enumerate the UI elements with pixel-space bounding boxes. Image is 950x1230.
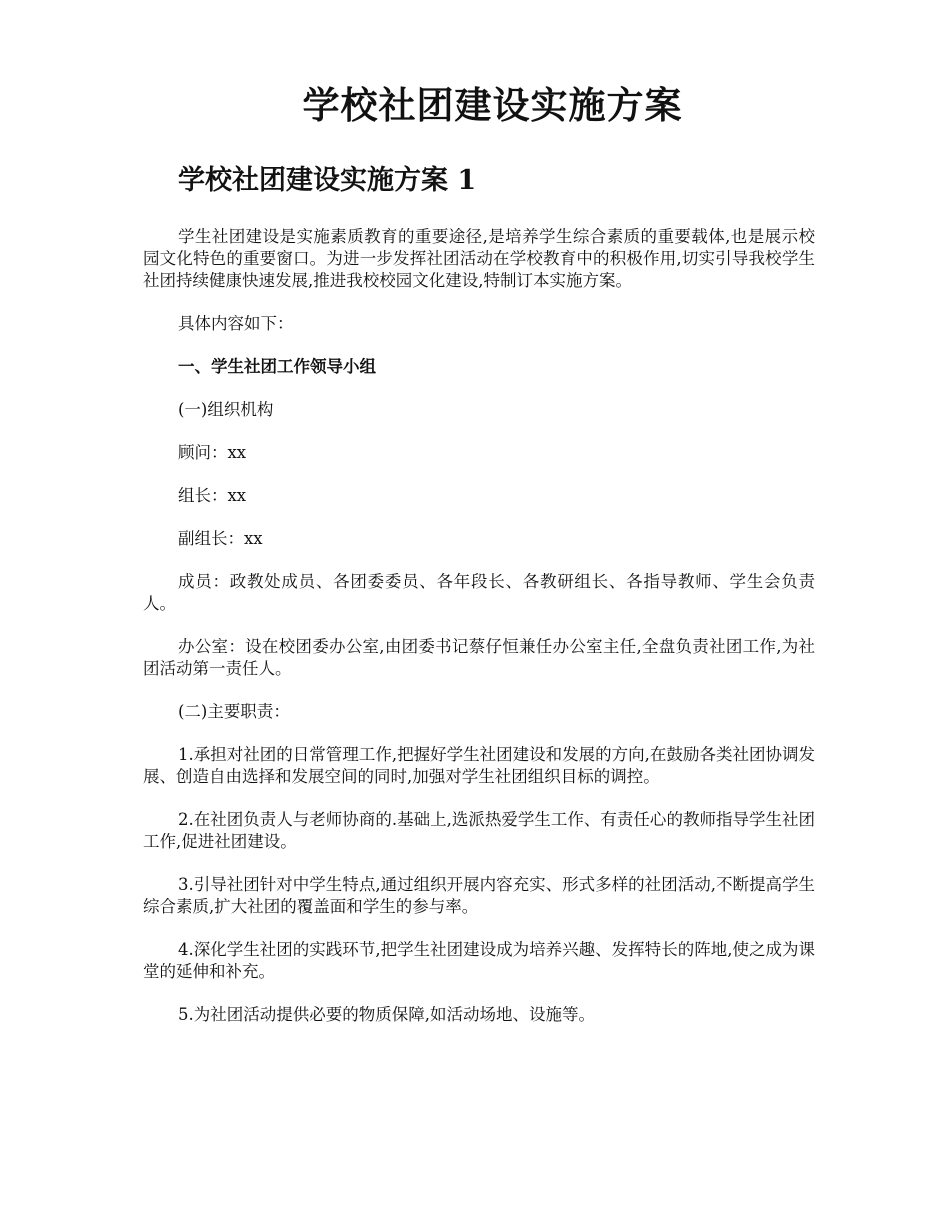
document-title: 学校社团建设实施方案 <box>302 83 683 127</box>
duty-item-5: 5.为社团活动提供必要的物质保障,如活动场地、设施等。 <box>178 1005 595 1024</box>
document-body <box>143 226 815 1047</box>
duty-item-4: 4.深化学生社团的实践环节,把学生社团建设成为培养兴趣、发挥特长的阵地,使之成为课堂的延伸和补充。 <box>143 940 815 981</box>
subsection-organization: (一)组织机构 <box>178 400 274 419</box>
subsection-duties: (二)主要职责： <box>178 702 290 721</box>
section-heading-leadership-group: 一、学生社团工作领导小组 <box>178 357 376 376</box>
duty-item-2: 2.在社团负责人与老师协商的.基础上,选派热爱学生工作、有责任心的教师指导学生社团工作,促进社团建设。 <box>143 810 815 851</box>
content-intro: 具体内容如下： <box>178 314 294 333</box>
duty-item-3: 3.引导社团针对中学生特点,通过组织开展内容充实、形式多样的社团活动,不断提高学生综合素质,扩大社团的覆盖面和学生的参与率。 <box>143 875 815 916</box>
advisor-line: 顾问：xx <box>178 443 247 462</box>
members-line: 成员：政教处成员、各团委委员、各年段长、各教研组长、各指导教师、学生会负责人。 <box>143 572 815 613</box>
leader-line: 组长：xx <box>178 486 247 505</box>
deputy-leader-line: 副组长：xx <box>178 529 263 548</box>
section-title: 学校社团建设实施方案 1 <box>178 165 477 196</box>
office-line: 办公室：设在校团委办公室,由团委书记蔡仔恒兼任办公室主任,全盘负责社团工作,为社团活动第一责任人。 <box>143 637 815 678</box>
duty-item-1: 1.承担对社团的日常管理工作,把握好学生社团建设和发展的方向,在鼓励各类社团协调发展、创造自由选择和发展空间的同时,加强对学生社团组织目标的调控。 <box>143 745 815 786</box>
intro-paragraph: 学生社团建设是实施素质教育的重要途径,是培养学生综合素质的重要载体,也是展示校园文化特色的重要窗口。为进一步发挥社团活动在学校教育中的积极作用,切实引导我校学生社团持续健康快速发展,推进我校校园文化建设,特制订本实施方案。 <box>143 227 815 290</box>
